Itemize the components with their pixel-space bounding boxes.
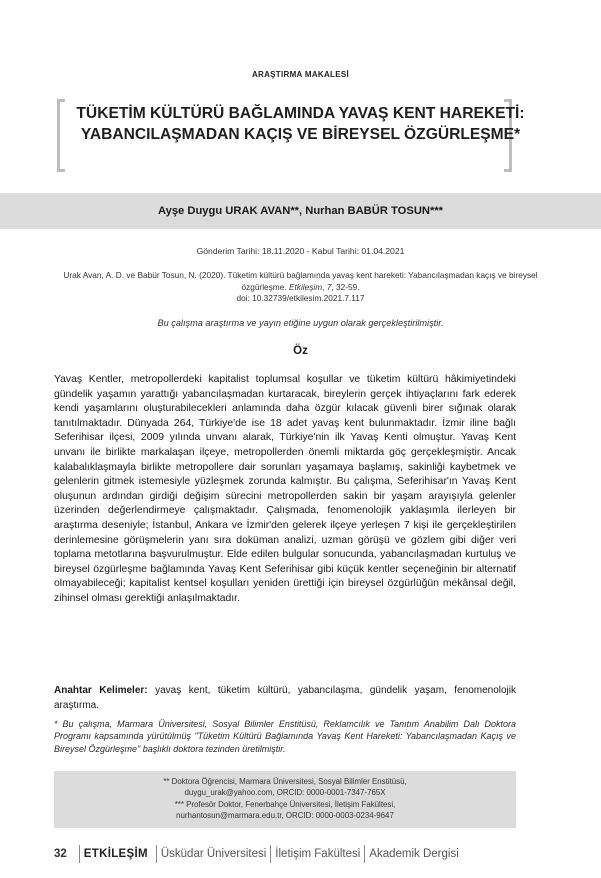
author-note-1-contact[interactable]: duygu_urak@yahoo.com, ORCID: 0000-0001-7347-765X: [184, 788, 386, 798]
author-note-2: *** Profesör Doktor, Fenerbahçe Üniversitesi, İletişim Fakültesi,: [174, 799, 396, 809]
page-number: 32: [54, 848, 67, 860]
citation-journal: Etkileşim: [288, 281, 323, 292]
footer-divider: [270, 845, 271, 863]
title-bracket-left: [57, 99, 65, 172]
ethics-note: Bu çalışma araştırma ve yayın etiğine uygun olarak gerçekleştirilmiştir.: [157, 318, 444, 328]
citation-text: Urak Avan, A. D. ve Babür Tosun, N. (2020). Tüketim kültürü bağlamında yavaş kent hareketi: Yabancılaşmadan kaçış ve bireysel özgürleşme.: [63, 270, 538, 292]
abstract-text: Yavaş Kentler, metropollerdeki kapitalist toplumsal koşullar ve tüketim kültürü hâkimiyetindeki gündelik yaşamın yarattığı yabancılaşmadan kurtaracak, bireylerin gerçek ihtiyaçlarını fark ederek kendi yaşamlarını oluşturabilecekleri anlamında daha özgür kılacak güvenli birer sığınak olarak tanıtılmaktadır. Dünyada 264, Türkiye'de ise 18 adet yavaş kent bulunmaktadır. İzmir iline bağlı Seferihisar ilçesi, 2009 yılında unvanı alarak, Türkiye'nin ilk Yavaş Kenti olmuştur. Yavaş Kent unvanı ile birlikte markalaşan ilçeye, metropollerden önemli miktarda göç gerçekleşmiştir. Ancak kalabalıklaşmayla birlikte metropollere dair sorunları yaşamaya başlamış, sakinliği kaybetmek ve gelenlerin gitmek istemesiyle yüzleşmek zorunda kalmıştır. Bu çalışma, Seferihisar'ın Yavaş Kent oluşunun ardından girdiği değişim sürecini metropollerden sakin bir yaşam arayışıyla gelenler üzerinden değerlendirmeye çalışmaktadır. Çalışmada, fenomenolojik yaklaşımla ilerleyen bir araştırma deseniyle; İstanbul, Ankara ve İzmir'den gelerek ilçeye yerleşen 7 kişi ile gerçekleştirilen derinlemesine görüşmelerin yanı sıra doküman analizi, uzman görüşü ve gözlem gibi diğer veri toplama metotlarına başvurulmuştur. Elde edilen bulgular sonucunda, yabancılaşmadan kurtuluş ve bireysel özgürleşme bağlamında Yavaş Kent Seferihisar gibi küçük kentler seçeneğinin bir alternatif olmayabileceği; kapitalist kentsel koşulları yeniden ürettiği için bireysel özgürlüğün mekânsal değil, zihinsel olması gerektiği anlaşılmaktadır.: [54, 374, 516, 604]
keywords: [54, 684, 516, 713]
page-footer: [54, 845, 459, 863]
article-title: TÜKETİM KÜLTÜRÜ BAĞLAMINDA YAVAŞ KENT HAREKETİ: YABANCILAŞMADAN KAÇIŞ VE BİREYSEL ÖZGÜRLEŞME*: [76, 105, 525, 143]
footer-faculty: İletişim Fakültesi: [275, 848, 361, 860]
abstract-heading: Öz: [293, 345, 308, 357]
footer-divider: [156, 845, 157, 863]
submission-dates: Gönderim Tarihi: 18.11.2020 - Kabul Tarihi: 01.04.2021: [196, 246, 405, 256]
journal-name: ETKİLEŞİM: [83, 848, 148, 860]
citation-volume: 7: [326, 281, 332, 292]
author-note-1: ** Doktora Öğrencisi, Marmara Üniversitesi, Sosyal Bilimler Enstitüsü,: [163, 777, 407, 786]
footnote-thesis: * Bu çalışma, Marmara Üniversitesi, Sosyal Bilimler Enstitüsü, Reklamcılık ve Tanıtım Anabilim Dalı Doktora Programı kapsamında yürütülmüş "Tüketim Kültürü Bağlamında Yavaş Kent Hareketi: Yabancılaşmadan Kaçış ve Bireysel Özgürleşme" başlıklı doktora tezinden üretilmiştir.: [54, 719, 516, 754]
citation-pages: , 32-59.: [331, 281, 360, 292]
footer-university: Üsküdar Üniversitesi: [160, 848, 267, 860]
footer-divider: [79, 845, 80, 863]
keywords-label: Anahtar Kelimeler:: [54, 685, 148, 696]
citation: Urak Avan, A. D. ve Babür Tosun, N. (2020). Tüketim kültürü bağlamında yavaş kent hareketi: Yabancılaşmadan kaçış ve bireysel özgürleşme. Etkileşim, 7, 32-59. doi: 10.32739/etkilesim.2021.7.117: [63, 270, 538, 304]
author-note-2-contact[interactable]: nurhantosun@marmara.edu.tr, ORCID: 0000-0003-0234-9647: [176, 811, 394, 821]
citation-doi[interactable]: doi: 10.32739/etkilesim.2021.7.117: [236, 293, 365, 304]
footer-divider: [364, 845, 365, 863]
section-label: ARAŞTIRMA MAKALESİ: [251, 70, 350, 79]
authors: Ayşe Duygu URAK AVAN**, Nurhan BABÜR TOSUN***: [157, 205, 444, 217]
footer-series: Akademik Dergisi: [369, 848, 459, 860]
author-notes: [54, 776, 516, 822]
keywords-text: yavaş kent, tüketim kültürü, yabancılaşma, gündelik yaşam, fenomenolojik araştırma.: [54, 685, 516, 711]
